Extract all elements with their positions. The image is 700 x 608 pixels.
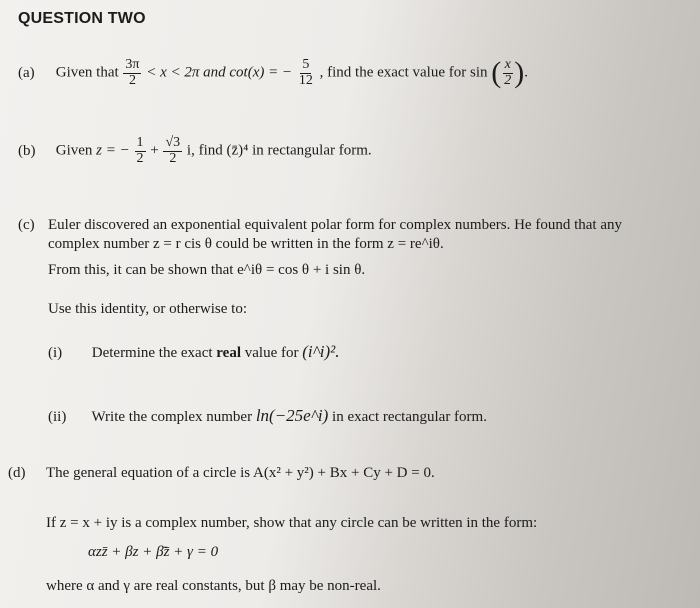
- part-c-i-text-post: value for: [244, 345, 299, 361]
- part-c-i-expression: (i^i)².: [302, 342, 340, 361]
- part-a-frac2-num: 5: [302, 57, 310, 72]
- part-c-ii-text-pre: Write the complex number: [91, 409, 253, 425]
- part-b: [18, 136, 372, 166]
- part-a-inequality: < x < 2π and cot(x) = −: [146, 64, 293, 81]
- part-d-label: (d): [8, 465, 26, 481]
- part-b-text-pre: Given: [55, 142, 93, 159]
- part-a-label: (a): [18, 64, 35, 81]
- part-d-line-3: αzz̄ + βz + β̄z̄ + γ = 0: [88, 544, 219, 560]
- part-b-label: (b): [18, 142, 36, 159]
- part-b-fraction-1: [135, 136, 146, 166]
- part-b-frac2-num: √3: [165, 135, 181, 150]
- part-a-frac1-den: 2: [128, 72, 136, 88]
- part-b-frac1-num: 1: [136, 135, 144, 150]
- part-a-frac2-den: 12: [298, 72, 313, 88]
- part-d-text-1: The general equation of a circle is A(x² + y²) + Bx + Cy + D = 0.: [46, 465, 435, 481]
- part-d-line-1: [8, 464, 435, 483]
- part-c-line-4: Use this identity, or otherwise to:: [48, 301, 247, 317]
- part-c-line-3: From this, it can be shown that e^iθ = cos θ + i sin θ.: [48, 262, 366, 278]
- part-b-fraction-2: [163, 136, 182, 166]
- part-a-text-mid: , find the exact value for sin: [319, 64, 488, 81]
- part-a-text-pre: Given that: [55, 64, 119, 81]
- part-c-text-1: Euler discovered an exponential equivalent polar form for complex numbers. He found that any: [48, 217, 622, 233]
- open-paren: (: [491, 56, 502, 90]
- part-b-text-post: i, find (z̄)⁴ in rectangular form.: [186, 142, 372, 159]
- question-heading: QUESTION TWO: [18, 10, 146, 27]
- part-b-frac1-den: 2: [136, 150, 144, 166]
- part-c-line-2: complex number z = r cis θ could be written in the form z = re^iθ.: [48, 236, 444, 252]
- part-c-i-label: (i): [48, 345, 63, 361]
- part-a-frac3-num: x: [504, 57, 511, 72]
- part-a-frac3-den: 2: [504, 72, 512, 88]
- close-paren: ): [514, 56, 525, 90]
- part-a: (a) Given that $\frac{3\pi}{2}$ < x < 2π and cot(x) = − $\frac{5}{12}$ , find the exact value for sin ( $\frac{x}{2}$ ).: [18, 56, 528, 90]
- part-d-line-2: If z = x + iy is a complex number, show that any circle can be written in the form:: [46, 515, 538, 531]
- part-b-frac2-den: 2: [169, 150, 177, 166]
- part-c-i: [48, 341, 340, 363]
- part-a-fraction-2: [297, 58, 315, 88]
- part-c-line-1: [18, 216, 622, 235]
- part-a-fraction-1: [123, 58, 141, 88]
- part-a-frac1-num: 3π: [125, 57, 140, 72]
- part-b-plus: +: [150, 142, 159, 159]
- part-c-label: (c): [18, 217, 35, 233]
- part-c-ii-expression: ln(−25e^i): [255, 406, 329, 425]
- part-c-ii: [48, 405, 487, 427]
- part-d-line-4: where α and γ are real constants, but β may be non-real.: [46, 578, 381, 594]
- part-c-ii-label: (ii): [48, 409, 67, 425]
- part-b-z-eq: z = −: [96, 142, 130, 159]
- part-c-i-bold-word: real: [216, 345, 241, 361]
- part-c-ii-text-post: in exact rectangular form.: [332, 409, 487, 425]
- part-a-fraction-3: [502, 58, 513, 88]
- bleed-through-text: [572, 26, 576, 41]
- part-c-i-text-pre: Determine the exact: [91, 345, 213, 361]
